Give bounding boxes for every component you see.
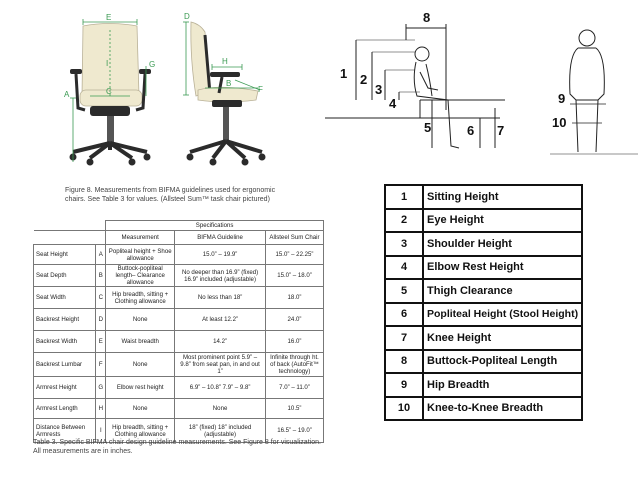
list-item-label: Sitting Height [423, 185, 582, 209]
row-guideline: 6.9” – 10.8” 7.9” – 9.8” [175, 377, 266, 399]
row-allsteel: 24.0” [265, 309, 323, 331]
list-item-label: Hip Breadth [423, 373, 582, 397]
figure-caption-line2: chairs. See Table 3 for values. (Allsteel Sum™ task chair pictured) [65, 196, 270, 203]
table-row [34, 265, 324, 287]
row-measurement: Elbow rest height [106, 377, 175, 399]
row-allsteel: 7.0” – 11.0” [265, 377, 323, 399]
row-name: Seat Depth [34, 265, 96, 287]
row-measurement: Buttock-popliteal length– Clearance allowance [106, 265, 175, 287]
chair-label-i: I [106, 59, 109, 68]
col-header-measurement: Measurement [106, 231, 175, 245]
row-name: Distance Between Armrests [34, 419, 96, 443]
list-item [385, 185, 582, 209]
table-caption-line1: Table 3. Specific BIFMA chair design guideline measurements. See Figure 8 for visualization. [33, 439, 321, 446]
table-caption-line2: All measurements are in inches. [33, 448, 133, 455]
list-item-number: 6 [385, 303, 423, 327]
col-header-allsteel: Allsteel Sum Chair [265, 231, 323, 245]
chair-label-c: C [106, 87, 112, 96]
chair-side-view [187, 22, 266, 166]
row-name: Armrest Length [34, 399, 96, 419]
table-row [34, 331, 324, 353]
list-item-number: 2 [385, 209, 423, 233]
body-measurement-diagram [320, 0, 638, 160]
chair-label-f: F [258, 85, 263, 94]
chair-label-h: H [222, 57, 228, 66]
row-letter: F [96, 353, 106, 377]
row-letter: G [96, 377, 106, 399]
row-guideline: 14.2” [175, 331, 266, 353]
row-name: Armrest Height [34, 377, 96, 399]
figure-caption [65, 186, 295, 204]
list-item [385, 279, 582, 303]
row-letter: B [96, 265, 106, 287]
list-item-label: Popliteal Height (Stool Height) [423, 303, 582, 327]
row-allsteel: 16.0” [265, 331, 323, 353]
row-guideline: No less than 18” [175, 287, 266, 309]
row-measurement: Waist breadth [106, 331, 175, 353]
body-label-7: 7 [497, 123, 505, 138]
list-item-label: Thigh Clearance [423, 279, 582, 303]
list-item-label: Eye Height [423, 209, 582, 233]
chair-label-a: A [64, 90, 70, 99]
list-item [385, 209, 582, 233]
row-letter: I [96, 419, 106, 443]
row-name: Backrest Lumbar [34, 353, 96, 377]
list-item-label: Knee Height [423, 326, 582, 350]
row-guideline: Most prominent point 5.9” – 9.8” from seat pan, in and out 1” [175, 353, 266, 377]
list-item-number: 5 [385, 279, 423, 303]
body-label-2: 2 [360, 72, 368, 87]
row-guideline: 15.0” – 19.9” [175, 245, 266, 265]
row-guideline: 18” (fixed) 18” included (adjustable) [175, 419, 266, 443]
row-measurement: None [106, 353, 175, 377]
chair-label-d: D [184, 12, 190, 21]
list-item-number: 8 [385, 350, 423, 374]
row-measurement: None [106, 399, 175, 419]
table-row [34, 377, 324, 399]
row-allsteel: 10.5” [265, 399, 323, 419]
col-header-bifma-guideline: BIFMA Guideline [175, 231, 266, 245]
row-allsteel: 16.5” – 19.0” [265, 419, 323, 443]
list-item-number: 4 [385, 256, 423, 280]
table-caption [33, 438, 333, 456]
body-label-6: 6 [467, 123, 475, 138]
list-item [385, 326, 582, 350]
table-row [34, 353, 324, 377]
body-label-10: 10 [552, 115, 567, 130]
list-item [385, 350, 582, 374]
list-item-number: 1 [385, 185, 423, 209]
spec-group-header: Specifications [106, 221, 324, 231]
row-measurement: Popliteal height + Shoe allowance [106, 245, 175, 265]
row-letter: H [96, 399, 106, 419]
list-item [385, 397, 582, 421]
list-item-number: 3 [385, 232, 423, 256]
list-item [385, 303, 582, 327]
row-letter: E [96, 331, 106, 353]
list-item-label: Elbow Rest Height [423, 256, 582, 280]
row-name: Backrest Height [34, 309, 96, 331]
chair-label-g: G [149, 60, 156, 69]
row-allsteel: Infinite through ht. of back (AutoFit™ technology) [265, 353, 323, 377]
row-guideline: No deeper than 16.9” (fixed) 16.9” included (adjustable) [175, 265, 266, 287]
list-item [385, 256, 582, 280]
list-item [385, 232, 582, 256]
row-guideline: At least 12.2” [175, 309, 266, 331]
body-label-3: 3 [375, 82, 383, 97]
figure-caption-line1: Figure 8. Measurements from BIFMA guidelines used for ergonomic [65, 187, 276, 194]
row-measurement: None [106, 309, 175, 331]
list-item-number: 9 [385, 373, 423, 397]
list-item-number: 7 [385, 326, 423, 350]
body-measurement-list [384, 184, 583, 421]
body-label-9: 9 [558, 91, 566, 106]
body-label-8: 8 [423, 10, 431, 25]
row-measurement: Hip breadth, sitting + Clothing allowance [106, 287, 175, 309]
table-row [34, 309, 324, 331]
chair-diagrams [0, 0, 280, 175]
row-measurement: Hip breadth, sitting + Clothing allowance [106, 419, 175, 443]
chair-label-e: E [106, 13, 112, 22]
bifma-spec-table [33, 220, 324, 443]
table-row [34, 245, 324, 265]
row-name: Seat Height [34, 245, 96, 265]
row-allsteel: 15.0” – 22.25” [265, 245, 323, 265]
list-item-label: Knee-to-Knee Breadth [423, 397, 582, 421]
body-label-1: 1 [340, 66, 348, 81]
row-name: Backrest Width [34, 331, 96, 353]
row-guideline: None [175, 399, 266, 419]
body-label-4: 4 [389, 96, 397, 111]
row-letter: A [96, 245, 106, 265]
row-letter: C [96, 287, 106, 309]
body-label-5: 5 [424, 120, 432, 135]
table-row [34, 399, 324, 419]
row-letter: D [96, 309, 106, 331]
list-item [385, 373, 582, 397]
list-item-number: 10 [385, 397, 423, 421]
chair-label-b: B [226, 79, 232, 88]
list-item-label: Buttock-Popliteal Length [423, 350, 582, 374]
row-allsteel: 15.0” – 18.0” [265, 265, 323, 287]
row-allsteel: 18.0” [265, 287, 323, 309]
table-row [34, 287, 324, 309]
row-name: Seat Width [34, 287, 96, 309]
list-item-label: Shoulder Height [423, 232, 582, 256]
